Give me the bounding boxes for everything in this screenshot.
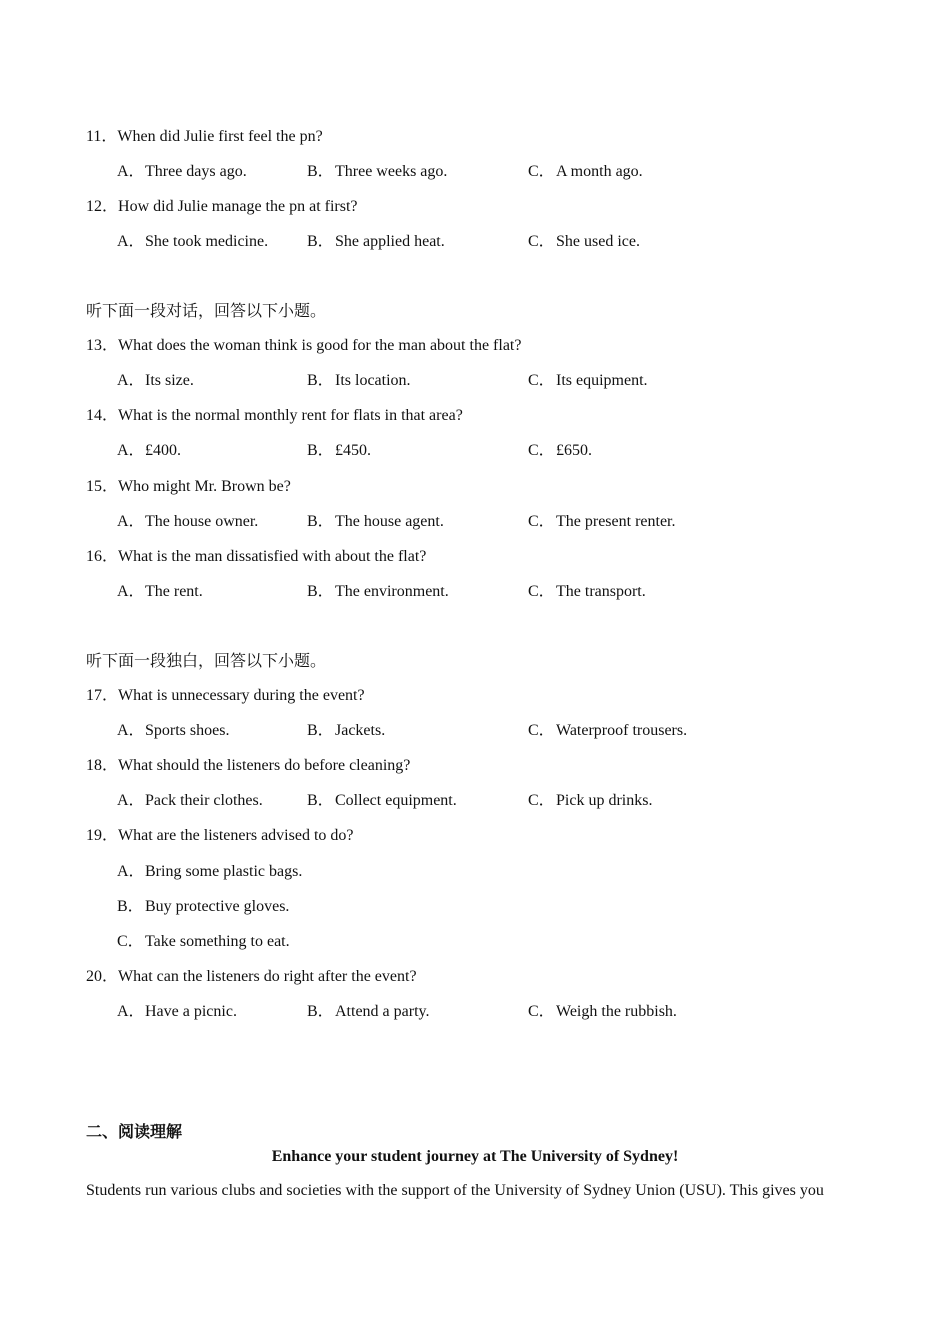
- option-text: Weigh the rubbish.: [556, 1003, 677, 1020]
- question-number: 19．: [86, 827, 119, 844]
- option-text: Pack their clothes.: [145, 792, 263, 809]
- option-letter: A．: [117, 1003, 145, 1020]
- option-letter: B．: [117, 898, 144, 915]
- option-letter: C．: [528, 1003, 555, 1020]
- option-letter: A．: [117, 513, 145, 530]
- question-number: 15．: [86, 478, 119, 495]
- option-text: Have a picnic.: [145, 1003, 237, 1020]
- option-text: Its equipment.: [556, 372, 648, 389]
- question-20: [86, 969, 417, 985]
- option-b: [307, 164, 447, 180]
- option-letter: A．: [117, 792, 145, 809]
- option-text: The environment.: [335, 583, 449, 600]
- question-text: What is the man dissatisfied with about the flat?: [118, 548, 427, 565]
- section-title: 二、阅读理解: [86, 1124, 183, 1141]
- option-letter: B．: [307, 583, 334, 600]
- option-text: Its size.: [145, 372, 194, 389]
- question-14: [86, 408, 463, 424]
- question-text: What should the listeners do before cleaning?: [118, 757, 411, 774]
- option-letter: A．: [117, 163, 145, 180]
- question-text: What is unnecessary during the event?: [118, 687, 365, 704]
- question-number: 14．: [86, 407, 119, 424]
- option-a: [117, 234, 268, 250]
- option-a: [117, 584, 203, 600]
- option-letter: C．: [528, 722, 555, 739]
- option-b: [117, 899, 289, 915]
- option-c: [528, 1004, 677, 1020]
- option-c: [528, 793, 652, 809]
- article-paragraph: Students run various clubs and societies with the support of the University of Sydney Union (USU). This gives you: [86, 1182, 824, 1199]
- option-b: [307, 443, 371, 459]
- question-text: When did Julie first feel the pn?: [117, 128, 323, 145]
- option-letter: A．: [117, 233, 145, 250]
- option-c: [528, 514, 676, 530]
- option-letter: B．: [307, 1003, 334, 1020]
- question-number: 12．: [86, 198, 119, 215]
- question-17: [86, 688, 365, 704]
- question-number: 17．: [86, 687, 119, 704]
- option-letter: B．: [307, 442, 334, 459]
- article-title: Enhance your student journey at The University of Sydney!: [271, 1148, 679, 1165]
- option-letter: C．: [528, 442, 555, 459]
- option-letter: A．: [117, 722, 145, 739]
- option-text: £450.: [335, 442, 371, 459]
- option-text: The transport.: [556, 583, 646, 600]
- option-letter: A．: [117, 442, 145, 459]
- option-c: [528, 164, 643, 180]
- option-text: Buy protective gloves.: [145, 898, 290, 915]
- option-a: [117, 864, 302, 880]
- option-a: [117, 373, 194, 389]
- option-text: Its location.: [335, 372, 411, 389]
- option-c: [528, 584, 646, 600]
- question-text: What does the woman think is good for the man about the flat?: [118, 337, 522, 354]
- option-text: The house owner.: [145, 513, 259, 530]
- option-text: The house agent.: [335, 513, 444, 530]
- option-text: Pick up drinks.: [556, 792, 653, 809]
- option-letter: B．: [307, 513, 334, 530]
- option-text: She took medicine.: [145, 233, 269, 250]
- question-18: [86, 758, 410, 774]
- option-text: Sports shoes.: [145, 722, 230, 739]
- option-a: [117, 164, 247, 180]
- question-text: What are the listeners advised to do?: [118, 827, 354, 844]
- option-b: [307, 793, 457, 809]
- question-number: 11．: [86, 128, 118, 145]
- option-letter: C．: [528, 372, 555, 389]
- option-text: Take something to eat.: [145, 933, 290, 950]
- instruction-dialogue: 听下面一段对话，回答以下小题。: [86, 303, 327, 320]
- question-number: 20．: [86, 968, 119, 985]
- option-b: [307, 514, 444, 530]
- option-text: She applied heat.: [335, 233, 445, 250]
- option-text: The present renter.: [556, 513, 676, 530]
- option-text: £400.: [145, 442, 181, 459]
- option-a: [117, 1004, 237, 1020]
- option-c: [528, 234, 640, 250]
- option-b: [307, 584, 449, 600]
- option-letter: B．: [307, 233, 334, 250]
- option-text: Bring some plastic bags.: [145, 863, 303, 880]
- option-letter: C．: [528, 792, 555, 809]
- option-letter: A．: [117, 372, 145, 389]
- question-text: Who might Mr. Brown be?: [118, 478, 291, 495]
- option-a: [117, 514, 258, 530]
- option-letter: B．: [307, 163, 334, 180]
- question-number: 16．: [86, 548, 119, 565]
- instruction-monologue: 听下面一段独白，回答以下小题。: [86, 653, 327, 670]
- option-text: The rent.: [145, 583, 203, 600]
- option-text: Waterproof trousers.: [556, 722, 688, 739]
- option-letter: C．: [528, 513, 555, 530]
- option-text: Three days ago.: [145, 163, 247, 180]
- option-text: Jackets.: [335, 722, 386, 739]
- question-11: [86, 129, 323, 145]
- option-letter: A．: [117, 583, 145, 600]
- question-number: 13．: [86, 337, 119, 354]
- question-15: [86, 479, 291, 495]
- option-text: £650.: [556, 442, 592, 459]
- option-text: A month ago.: [556, 163, 643, 180]
- question-12: [86, 199, 358, 215]
- question-13: [86, 338, 521, 354]
- option-text: Collect equipment.: [335, 792, 457, 809]
- option-b: [307, 234, 445, 250]
- option-letter: C．: [117, 933, 144, 950]
- option-letter: B．: [307, 792, 334, 809]
- option-letter: A．: [117, 863, 145, 880]
- question-number: 18．: [86, 757, 119, 774]
- option-c: [528, 723, 687, 739]
- option-a: [117, 723, 229, 739]
- option-b: [307, 1004, 429, 1020]
- option-c: [528, 443, 592, 459]
- question-19: [86, 828, 353, 844]
- option-text: Three weeks ago.: [335, 163, 448, 180]
- question-text: How did Julie manage the pn at first?: [118, 198, 358, 215]
- option-c: [117, 934, 290, 950]
- option-letter: C．: [528, 163, 555, 180]
- option-text: Attend a party.: [335, 1003, 430, 1020]
- option-b: [307, 373, 411, 389]
- option-letter: C．: [528, 583, 555, 600]
- option-c: [528, 373, 648, 389]
- option-letter: B．: [307, 372, 334, 389]
- question-text: What can the listeners do right after the event?: [118, 968, 417, 985]
- option-letter: C．: [528, 233, 555, 250]
- question-16: [86, 549, 426, 565]
- option-a: [117, 443, 181, 459]
- option-text: She used ice.: [556, 233, 640, 250]
- question-text: What is the normal monthly rent for flats in that area?: [118, 407, 463, 424]
- option-b: [307, 723, 385, 739]
- option-a: [117, 793, 263, 809]
- option-letter: B．: [307, 722, 334, 739]
